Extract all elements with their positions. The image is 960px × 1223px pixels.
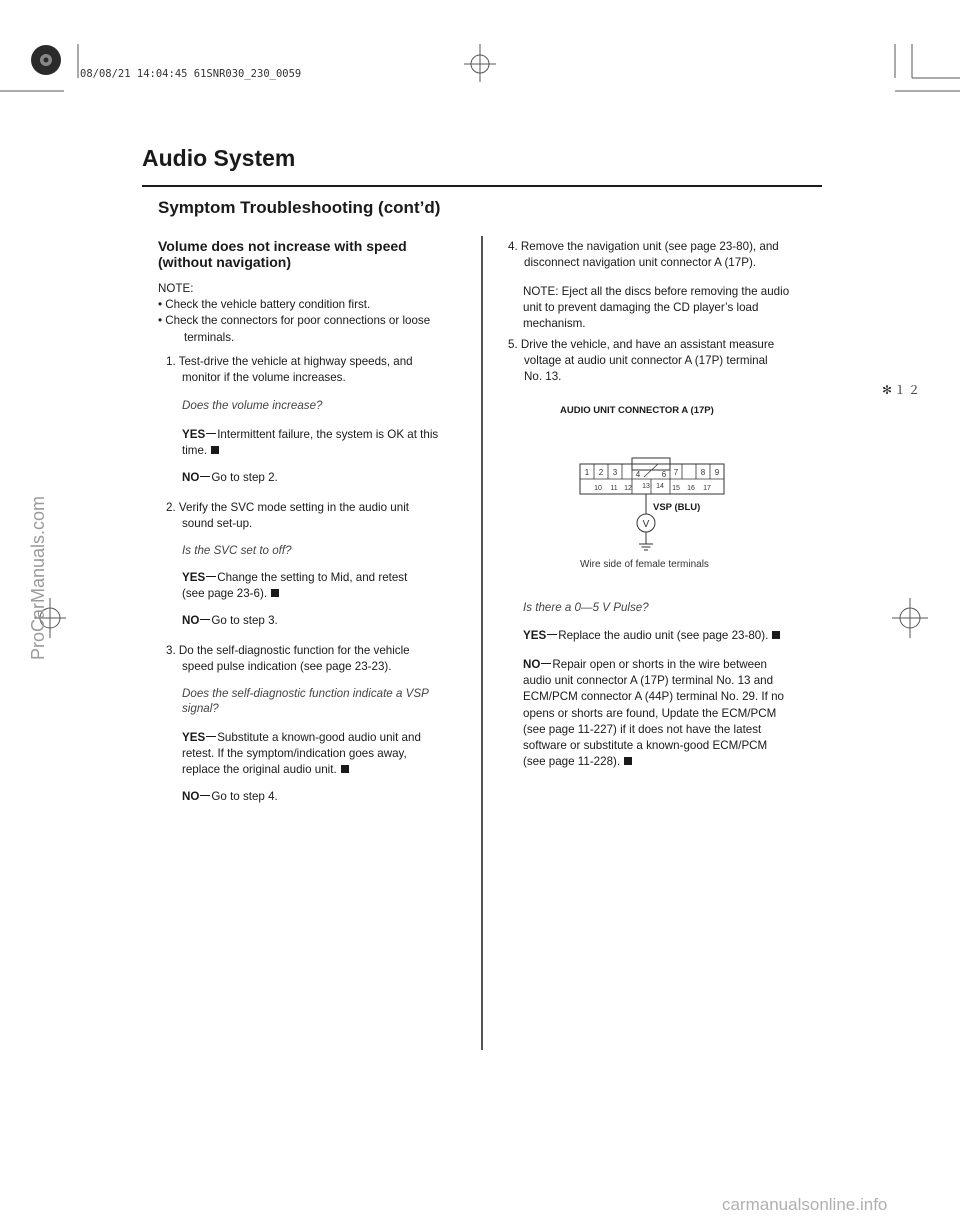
question-1: Does the volume increase? xyxy=(182,399,323,412)
margin-mark: ✻１２ xyxy=(882,383,923,397)
pin-14: 14 xyxy=(656,483,664,490)
voltmeter-icon xyxy=(637,514,655,532)
pin-8: 8 xyxy=(700,468,706,477)
pin-4: 4 xyxy=(635,470,641,479)
footer-site: carmanualsonline.info xyxy=(722,1195,888,1214)
connector-title: AUDIO UNIT CONNECTOR A (17P) xyxy=(560,405,714,416)
registration-target-top-left-icon xyxy=(31,45,61,75)
end-square-icon xyxy=(772,631,780,639)
note-block xyxy=(158,281,468,346)
step-5: 5. Drive the vehicle, and have an assistant measure voltage at audio unit connector A (17P) terminal No. 13. xyxy=(508,338,775,384)
pin-13: 13 xyxy=(642,483,650,490)
symptom-heading xyxy=(158,238,407,270)
pin-2: 2 xyxy=(598,468,604,477)
page-title: Audio System xyxy=(142,145,296,171)
symptom-heading-line1: Volume does not increase with speed xyxy=(158,238,407,254)
step-2: 2. Verify the SVC mode setting in the audio unit sound set-up. xyxy=(166,501,409,531)
pin-15: 15 xyxy=(672,485,680,492)
end-square-icon xyxy=(271,589,279,597)
ground-icon xyxy=(639,532,653,550)
question-2: Is the SVC set to off? xyxy=(182,544,292,557)
crosshair-top-center-icon xyxy=(464,44,496,82)
step-3: 3. Do the self-diagnostic function for the vehicle speed pulse indication (see page 23-23). xyxy=(166,644,410,674)
svg-text:V: V xyxy=(642,519,650,530)
end-square-icon xyxy=(624,757,632,765)
answer-yes-4: YES Replace the audio unit (see page 23-80). xyxy=(523,628,823,644)
pin-7: 7 xyxy=(673,468,679,477)
diagram-caption: Wire side of female terminals xyxy=(580,559,709,570)
question-4: Is there a 0—5 V Pulse? xyxy=(523,601,649,614)
answer-no-4: NO Repair open or shorts in the wire between audio unit connector A (17P) terminal No. 13 and ECM/PCM connector A (44P) terminal No. 29. If no opens or shorts are found, Update the ECM/PCM (see page 11-227) if it does not have the latest software or substitute a known-good ECM/PCM (see page 11-228). xyxy=(523,658,784,769)
answer-yes-1: YES Intermittent failure, the system is OK at this time. xyxy=(182,428,439,458)
step-1: 1. Test-drive the vehicle at highway speeds, and monitor if the volume increases. xyxy=(166,355,413,385)
wire-label: VSP (BLU) xyxy=(653,502,701,513)
note-bullet: • Check the connectors for poor connections or loose xyxy=(158,314,431,328)
pin-9: 9 xyxy=(714,468,720,477)
pin-10: 10 xyxy=(594,485,602,492)
note-bullet: • Check the vehicle battery condition first. xyxy=(158,298,371,312)
end-square-icon xyxy=(211,446,219,454)
answer-no-3: NO Go to step 4. xyxy=(182,790,278,803)
section-subtitle: Symptom Troubleshooting (cont’d) xyxy=(158,198,441,217)
pin-17: 17 xyxy=(703,485,711,492)
pin-16: 16 xyxy=(687,485,695,492)
answer-no-1: NO Go to step 2. xyxy=(182,471,278,484)
pin-11: 11 xyxy=(610,485,618,492)
note-label: NOTE: xyxy=(158,282,194,295)
end-square-icon xyxy=(341,765,349,773)
symptom-heading-line2: (without navigation) xyxy=(158,254,291,270)
pin-6: 6 xyxy=(661,470,667,479)
crosshair-right-icon xyxy=(892,598,928,638)
step-4: 4. Remove the navigation unit (see page 23-80), and disconnect navigation unit connector A (17P). xyxy=(508,240,779,270)
watermark: ProCarManuals.com xyxy=(28,495,48,660)
note-bullet-cont: terminals. xyxy=(184,330,235,344)
answer-yes-2: YES Change the setting to Mid, and retest (see page 23-6). xyxy=(182,571,408,601)
pin-3: 3 xyxy=(612,468,618,477)
question-3: Does the self-diagnostic function indicate a VSP signal? xyxy=(182,687,429,715)
pin-12: 12 xyxy=(624,485,632,492)
answer-no-2: NO Go to step 3. xyxy=(182,614,278,627)
answer-yes-3: YES Substitute a known-good audio unit and retest. If the symptom/indication goes away, replace the original audio unit. xyxy=(182,731,421,777)
step-4-note: NOTE: Eject all the discs before removing the audio unit to prevent damaging the CD player’s load mechanism. xyxy=(523,285,790,331)
print-stamp: 08/08/21 14:04:45 61SNR030_230_0059 xyxy=(80,68,302,80)
pin-1: 1 xyxy=(584,468,590,477)
